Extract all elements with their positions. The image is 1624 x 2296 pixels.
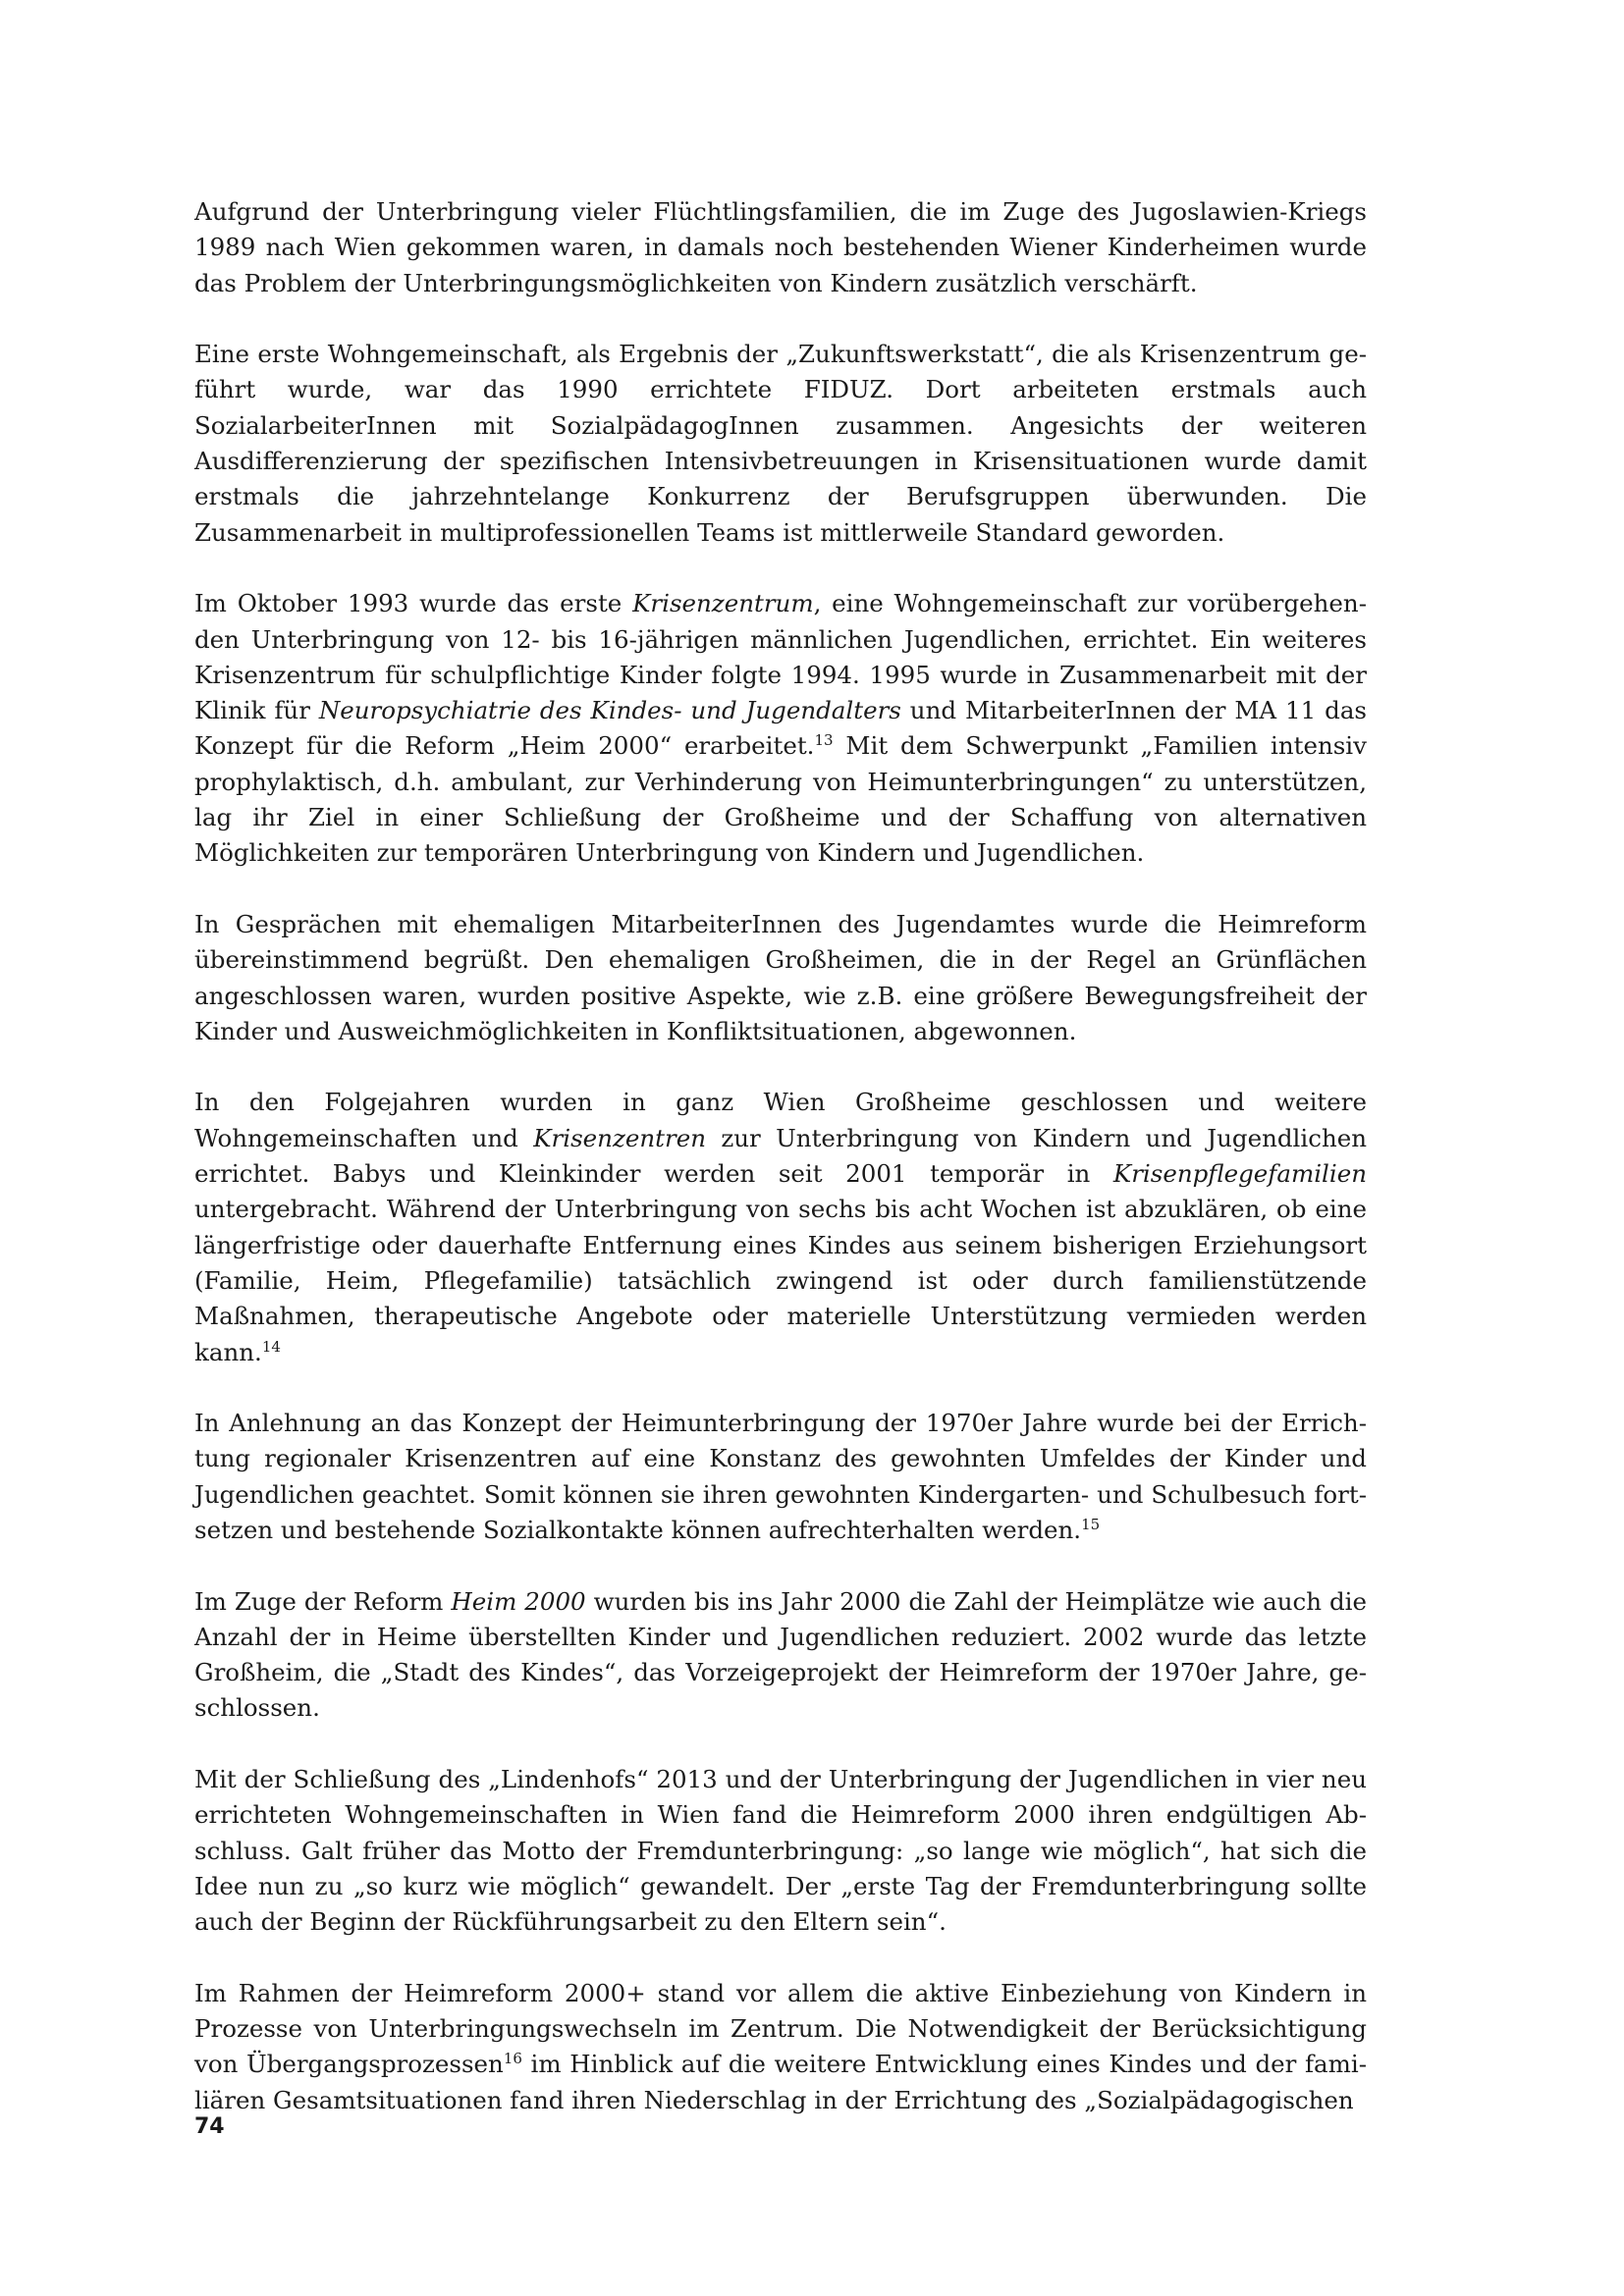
paragraph	[194, 1584, 1367, 1727]
paragraph	[194, 337, 1367, 551]
text-run: In Gesprächen mit ehemaligen MitarbeiterInnen des Jugendamtes wurde die Heimreform übereinstimmend begrüßt. Den ehemaligen Großheimen, die in der Regel an Grünflächen angeschlossen waren, wurden positive Aspekte, wie z.B. eine größere Bewegungsfreiheit der Kinder und Ausweichmöglichkeiten in Konfliktsituationen, abgewonnen.	[194, 909, 1367, 1045]
paragraph	[194, 1762, 1367, 1940]
text-run: Im Oktober 1993 wurde das erste	[194, 589, 633, 618]
italic-term: Heim 2000	[451, 1586, 586, 1616]
paragraph	[194, 1406, 1367, 1548]
footnote-marker: 13	[814, 731, 834, 750]
text-run: und MitarbeiterInnen der MA 11 das Konzept für die Reform „Heim 2000“ erarbeitet.	[194, 696, 1367, 761]
footnote-marker: 16	[503, 2050, 522, 2068]
text-run: zur Unterbringung von Kindern und Jugendlichen errichtet. Babys und Kleinkinder werden seit 2001 temporär in	[194, 1123, 1368, 1189]
body-text-column	[194, 194, 1367, 2154]
paragraph	[194, 1085, 1367, 1369]
text-run: In den Folgejahren wurden in ganz Wien Großheime geschlossen und weitere Wohngemeinschaften und	[194, 1088, 1367, 1152]
paragraph	[194, 194, 1367, 301]
italic-term: Krisenpflegefamilien	[1112, 1159, 1367, 1189]
text-run: wurden bis ins Jahr 2000 die Zahl der Heimplätze wie auch die Anzahl der in Heime überstellten Kinder und Jugendlichen reduziert. 2002 wurde das letzte Großheim, die „Stadt des Kindes“, das Vorzeigeprojekt der Heimreform der 1970er Jahre, geschlossen.	[194, 1586, 1367, 1723]
text-run: im Hinblick auf die weitere Entwicklung eines Kindes und der familiären Gesamtsituationen fand ihren Niederschlag in der Errichtung des „Sozialpädagogischen	[194, 2050, 1367, 2114]
text-run: Im Zuge der Reform	[194, 1586, 452, 1616]
text-run: untergebracht. Während der Unterbringung von sechs bis acht Wochen ist abzuklären, ob eine längerfristige oder dauerhafte Entfernung eines Kindes aus seinem bisherigen Erziehungsort (Familie, Heim, Pflegefamilie) tatsächlich zwingend ist oder durch familienstützende Maßnahmen, therapeutische Angebote oder materielle Unterstützung vermieden werden kann.	[194, 1195, 1367, 1366]
italic-term: Neuropsychiatrie des Kindes- und Jugendalters	[318, 696, 901, 725]
text-run: Mit der Schließung des „Lindenhofs“ 2013 und der Unterbringung der Jugendlichen in vier neu errichteten Wohngemeinschaften in Wien fand die Heimreform 2000 ihren endgültigen Abschluss. Galt früher das Motto der Fremdunterbringung: „so lange wie möglich“, hat sich die Idee nun zu „so kurz wie möglich“ gewandelt. Der „erste Tag der Fremdunterbringung sollte auch der Beginn der Rückführungsarbeit zu den Eltern sein“.	[194, 1765, 1367, 1937]
text-run: In Anlehnung an das Konzept der Heimunterbringung der 1970er Jahre wurde bei der Errichtung regionaler Krisenzentren auf eine Konstanz des gewohnten Umfeldes der Kinder und Jugendlichen geachtet. Somit können sie ihren gewohnten Kindergarten- und Schulbesuch fortsetzen und bestehende Sozialkontakte können aufrechterhalten werden.	[194, 1409, 1367, 1544]
italic-term: Krisenzentrum	[632, 589, 814, 618]
text-run: , eine Wohngemeinschaft zur vorübergehenden Unterbringung von 12- bis 16-jährigen männlichen Jugendlichen, errichtet. Ein weiteres Krisenzentrum für schulpflichtige Kinder folgte 1994. 1995 wurde in Zusammenarbeit mit der Klinik für	[194, 589, 1367, 725]
text-run: Eine erste Wohngemeinschaft, als Ergebnis der „Zukunftswerkstatt“, die als Krisenzentrum geführt wurde, war das 1990 errichtete FIDUZ. Dort arbeiteten erstmals auch SozialarbeiterInnen mit SozialpädagogInnen zusammen. Angesichts der weiteren Ausdifferenzierung der spezifischen Intensivbetreuungen in Krisensituationen wurde damit erstmals die jahrzehntelange Konkurrenz der Berufsgruppen überwunden. Die Zusammenarbeit in multiprofessionellen Teams ist mittlerweile Standard geworden.	[194, 340, 1367, 547]
page-number: 74	[194, 2114, 225, 2139]
footnote-marker: 14	[261, 1337, 281, 1356]
text-run: Mit dem Schwerpunkt „Familien intensiv prophylaktisch, d.h. ambulant, zur Verhinderung von Heimunterbringungen“ zu unterstützen, lag ihr Ziel in einer Schließung der Großheime und der Schaffung von alternativen Möglichkeiten zur temporären Unterbringung von Kindern und Jugendlichen.	[194, 731, 1367, 868]
text-run: Aufgrund der Unterbringung vieler Flüchtlingsfamilien, die im Zuge des Jugoslawien-Kriegs 1989 nach Wien gekommen waren, in damals noch bestehenden Wiener Kinderheimen wurde das Problem der Unterbringungsmöglichkeiten von Kindern zusätzlich verschärft.	[194, 197, 1367, 297]
italic-term: Krisenzentren	[533, 1123, 706, 1152]
paragraph	[194, 586, 1367, 871]
footnote-marker: 15	[1081, 1515, 1101, 1533]
paragraph	[194, 1976, 1367, 2118]
paragraph	[194, 907, 1367, 1049]
text-run: Im Rahmen der Heimreform 2000+ stand vor allem die aktive Einbeziehung von Kindern in Prozesse von Unterbringungswechseln im Zentrum. Die Notwendigkeit der Berücksichtigung von Übergangsprozessen	[194, 1978, 1367, 2079]
